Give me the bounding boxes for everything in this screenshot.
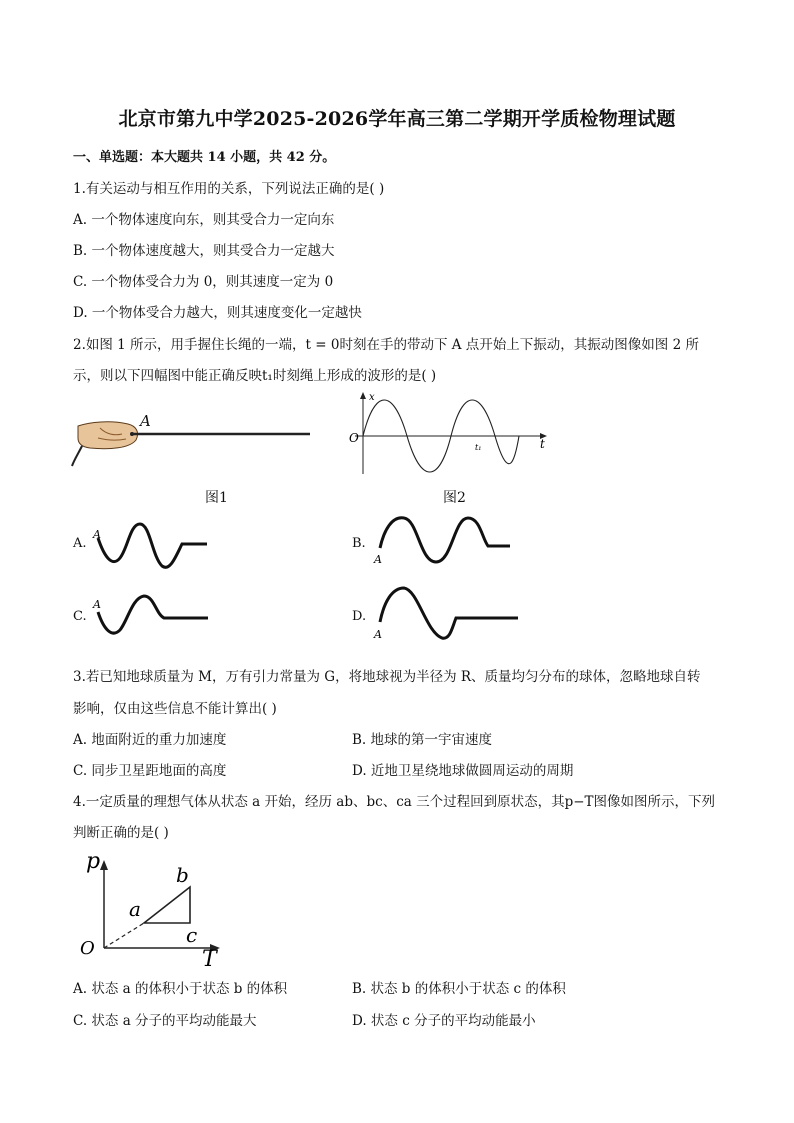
figure2-vibration-graph xyxy=(345,388,555,480)
rope-tail xyxy=(72,446,82,466)
q2-option-d-wave xyxy=(370,582,520,644)
q3-option-b: B. 地球的第一宇宙速度 xyxy=(352,732,493,748)
q1-stem: 1.有关运动与相互作用的关系，下列说法正确的是( ) xyxy=(73,181,385,197)
t-axis-label: t xyxy=(540,437,545,451)
q1-option-c: C. 一个物体受合力为 0，则其速度一定为 0 xyxy=(73,274,334,290)
q4-option-b: B. 状态 b 的体积小于状态 c 的体积 xyxy=(352,981,566,997)
a-label: a xyxy=(129,897,141,921)
q2-a-point-label: A xyxy=(93,528,101,541)
q4-option-a: A. 状态 a 的体积小于状态 b 的体积 xyxy=(73,981,288,997)
fig2-caption: 图2 xyxy=(443,490,466,506)
q1-option-b: B. 一个物体速度越大，则其受合力一定越大 xyxy=(73,243,335,259)
abc-triangle xyxy=(144,887,190,923)
b-label: b xyxy=(176,863,189,887)
q2-option-d-label: D. xyxy=(352,609,367,624)
p-label: p xyxy=(86,849,101,874)
q2-option-a-wave xyxy=(90,520,210,572)
t1-label: t₁ xyxy=(475,443,482,452)
extension-dashed-line xyxy=(104,923,144,948)
q2-stem-line1: 2.如图 1 所示，用手握住长绳的一端，t = 0时刻在手的带动下 A 点开始上下振动，其振动图像如图 2 所 xyxy=(73,337,699,353)
q2-option-b-wave xyxy=(370,512,515,570)
x-axis-label: x xyxy=(369,392,375,403)
figure1-hand-rope xyxy=(70,404,320,474)
q4-pT-graph xyxy=(74,842,234,968)
q4-stem-line1: 4.一定质量的理想气体从状态 a 开始，经历 ab、bc、ca 三个过程回到原状态，其p−T图像如图所示，下列 xyxy=(73,794,716,810)
q2-b-point-label: A xyxy=(374,553,382,566)
q2-option-c-label: C. xyxy=(73,609,87,624)
q2-d-point-label: A xyxy=(374,628,382,641)
q1-option-a: A. 一个物体速度向东，则其受合力一定向东 xyxy=(73,212,335,228)
q3-option-d: D. 近地卫星绕地球做圆周运动的周期 xyxy=(352,763,574,779)
q2-stem-line2: 示，则以下四幅图中能正确反映t₁时刻绳上形成的波形的是( ) xyxy=(73,368,437,384)
q3-option-a: A. 地面附近的重力加速度 xyxy=(73,732,227,748)
origin-label: O xyxy=(349,431,359,445)
q2-c-point-label: A xyxy=(93,598,101,611)
section-heading: 一、单选题：本大题共 14 小题，共 42 分。 xyxy=(73,150,336,165)
q2-option-b-label: B. xyxy=(352,536,366,551)
fig1-caption: 图1 xyxy=(205,490,228,506)
q3-stem-line2: 影响，仅由这些信息不能计算出( ) xyxy=(73,701,277,717)
q2-option-a-label: A. xyxy=(73,536,87,551)
q3-option-c: C. 同步卫星距地面的高度 xyxy=(73,763,227,779)
page-title: 北京市第九中学2025-2026学年高三第二学期开学质检物理试题 xyxy=(118,108,676,130)
q1-option-d: D. 一个物体受合力越大，则其速度变化一定越快 xyxy=(73,305,362,321)
q4-stem-line2: 判断正确的是( ) xyxy=(73,825,169,841)
c-label: c xyxy=(186,923,198,947)
fig1-point-label: A xyxy=(140,412,151,430)
O-label: O xyxy=(80,938,95,959)
q4-option-c: C. 状态 a 分子的平均动能最大 xyxy=(73,1013,257,1029)
q3-stem-line1: 3.若已知地球质量为 M，万有引力常量为 G，将地球视为半径为 R、质量均匀分布的球体，忽略地球自转 xyxy=(73,669,701,685)
T-label: T xyxy=(202,947,217,968)
q2-option-c-wave xyxy=(90,590,212,642)
q4-option-d: D. 状态 c 分子的平均动能最小 xyxy=(352,1013,536,1029)
hand-shape xyxy=(78,422,138,449)
